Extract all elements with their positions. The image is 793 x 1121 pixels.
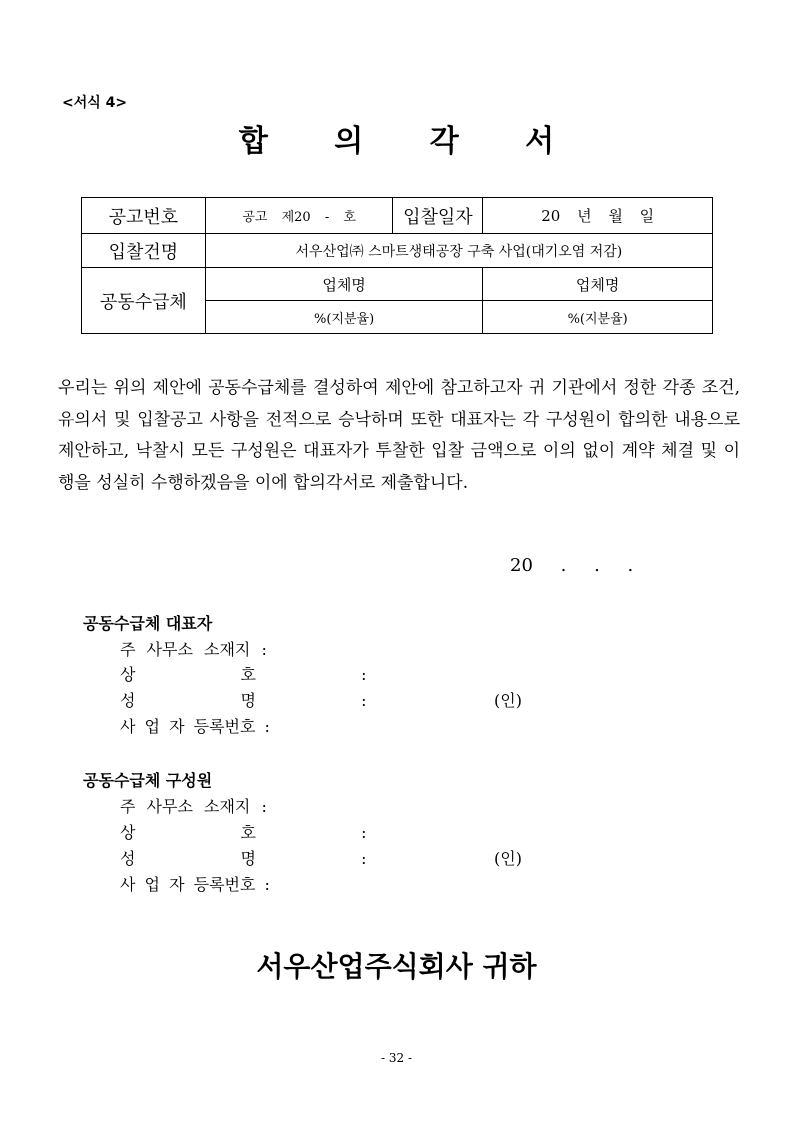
share-1: %(지분율) <box>205 301 483 334</box>
rep-biz-no-label: 사 업 자 등록번호 : <box>120 717 270 736</box>
project-value: 서우산업㈜ 스마트생태공장 구축 사업(대기오염 저감) <box>205 234 712 268</box>
representative-heading: 공동수급체 대표자 <box>83 614 213 633</box>
share-2: %(지분율) <box>483 301 713 334</box>
form-number: <서식 4> <box>62 95 128 111</box>
rep-seal: (인) <box>494 691 522 710</box>
project-label: 입찰건명 <box>82 234 206 268</box>
company-header-2: 업체명 <box>483 268 713 301</box>
rep-trade-name-label: 상 호 : <box>120 665 367 684</box>
bid-date-value: 20 년 월 일 <box>483 198 713 234</box>
member-address-label: 주 사무소 소재지 : <box>120 797 267 816</box>
rep-address-label: 주 사무소 소재지 : <box>120 640 267 659</box>
member-name-label: 성 명 : <box>120 849 367 868</box>
consortium-label: 공동수급체 <box>82 268 206 334</box>
document-title: 합 의 각 서 <box>238 124 583 159</box>
rep-name-label: 성 명 : <box>120 691 367 710</box>
member-trade-name-label: 상 호 : <box>120 823 367 842</box>
notice-no-label: 공고번호 <box>82 198 206 234</box>
member-seal: (인) <box>494 849 522 868</box>
company-header-1: 업체명 <box>205 268 483 301</box>
agreement-body: 우리는 위의 제안에 공동수급체를 결성하여 제안에 참고하고자 귀 기관에서 정한 각종 조건, 유의서 및 입찰공고 사항을 전적으로 승낙하며 또한 대표자는 각 구성원이 합의한 내용으로 제안하고, 낙찰시 모든 구성원은 대표자가 투찰한 입찰 금액으로 이의 없이 계약 체결 및 이행을 성실히 수행하겠음을 이에 합의각서로 제출합니다. <box>58 378 740 493</box>
addressee: 서우산업주식회사 귀하 <box>256 950 537 983</box>
bid-date-label: 입찰일자 <box>393 198 483 234</box>
member-heading: 공동수급체 구성원 <box>83 771 213 790</box>
notice-no-value: 공고 제20 - 호 <box>205 198 393 234</box>
page-number: - 32 - <box>380 1051 412 1065</box>
bid-info-table <box>81 197 713 334</box>
date-line: 20 . . . <box>510 555 634 576</box>
member-biz-no-label: 사 업 자 등록번호 : <box>120 875 270 894</box>
